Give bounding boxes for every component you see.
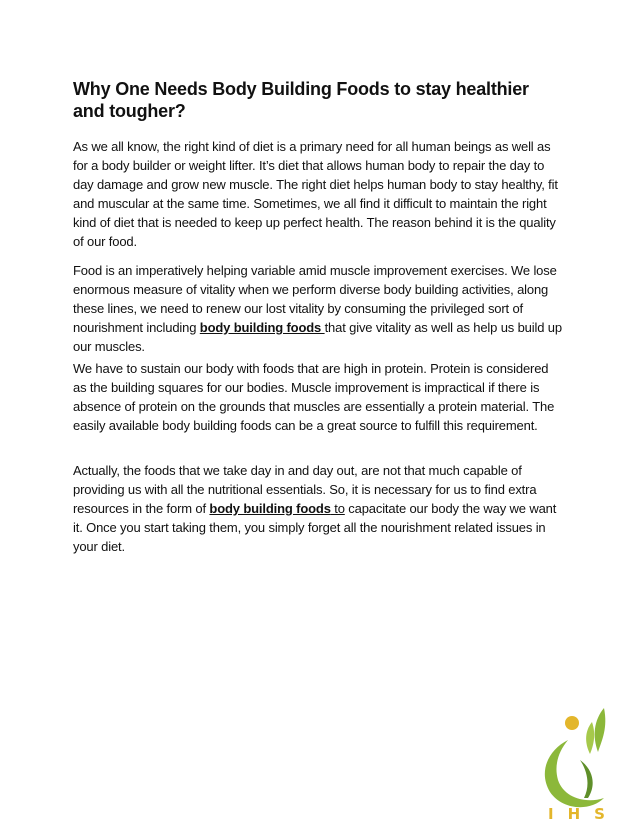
body-building-foods-link-2[interactable]: body building foods — [209, 501, 331, 516]
paragraph-4 — [73, 461, 565, 556]
paragraph-2-text-before: Food is an imperatively helping variable amid muscle improvement exercises. We lose enormous measure of vitality when we perform diverse body building activities, along these lines, we need to renew our lost vitality by consuming the privileged sort of nourishment including — [73, 263, 557, 335]
paragraph-1: As we all know, the right kind of diet is a primary need for all human beings as well as for a body builder or weight lifter. It’s diet that allows human body to repair the day to day damage and grow new muscle. The right diet helps human body to stay healthy, fit and muscular at the same time. Sometimes, we all find it difficult to maintain the right kind of diet that is needed to keep up perfect health. The reason behind it is the quality of our food. — [73, 139, 558, 249]
body-building-foods-link[interactable]: body building foods — [199, 320, 325, 335]
page-title: Why One Needs Body Building Foods to stay healthier and tougher? — [73, 79, 529, 121]
logo-text: IHS — [548, 805, 619, 823]
paragraph-4-text-before: Actually, the foods that we take day in and day out, are not that much capable of providing us with all the nutritional essentials. So, it is necessary for us to find extra resources in the form of — [73, 463, 537, 516]
paragraph-2 — [73, 261, 565, 356]
link-tail-to: to — [330, 501, 345, 516]
paragraph-2-text-after: that give vitality as well as help us build up our muscles. — [73, 320, 562, 354]
paragraph-4-text-after: capacitate our body the way we want it. Once you start taking them, you simply forget all the nourishment related issues in your diet. — [73, 501, 557, 554]
paragraph-3: We have to sustain our body with foods that are high in protein. Protein is considered as the building squares for our bodies. Muscle improvement is impractical if there is absence of protein on the grounds that muscles are essentially a protein material. The easily available body building foods can be a great source to fulfill this requirement. — [73, 361, 555, 433]
